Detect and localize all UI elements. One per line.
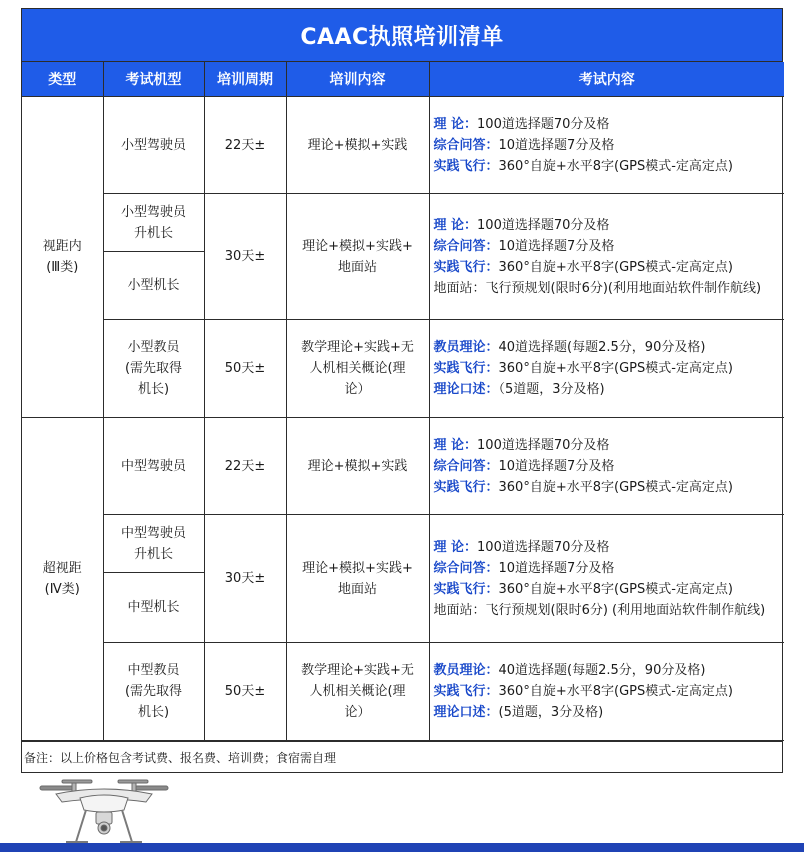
exam-cell [429,194,784,320]
training-list-sheet [21,8,783,773]
footer-bar [0,843,804,852]
exam-item-value: 40道选择题(每题2.5分，90分及格) [498,663,706,678]
exam-item-value: 360°自旋+水平8字(GPS模式-定高定点) [498,581,733,597]
period-cell: 30天± [204,515,286,643]
exam-item-key: 实践飞行： [433,158,499,174]
content-cell [286,194,429,320]
exam-cell [429,515,784,643]
exam-item-value: 100道选择题70分及格 [477,437,610,453]
exam-cell [429,418,784,515]
period-cell: 50天± [204,320,286,418]
exam-item-key: 实践飞行： [433,684,499,699]
exam-item [434,379,781,400]
table-row [22,97,784,194]
exam-item-value: 100道选择题70分及格 [477,539,610,555]
exam-item [434,135,781,156]
table-header-row [22,62,784,97]
model-cell [103,418,204,515]
exam-item-value: 10道选择题7分及格 [498,458,615,474]
exam-item-key: 实践飞行： [433,479,499,495]
exam-item-value: 360°自旋+水平8字(GPS模式-定高定点) [498,361,733,376]
exam-item-key: 实践飞行： [433,259,499,275]
exam-item-key: 理 论： [433,539,478,555]
period-cell: 22天± [204,97,286,194]
exam-cell [429,320,784,418]
exam-item-value: 地面站：飞行预规划(限时6分) (利用地面站软件制作航线) [433,602,766,618]
model-line: 中型教员 [127,663,180,678]
page-title: CAAC执照培训清单 [22,9,782,62]
model-line: 升机长 [133,546,173,562]
exam-item-value: 100道选择题70分及格 [477,116,610,132]
exam-item [434,456,781,477]
type-line: (Ⅳ类) [44,582,80,597]
training-table [22,62,784,741]
exam-item-value: 40道选择题(每题2.5分，90分及格) [498,340,706,355]
exam-item-value: 360°自旋+水平8字(GPS模式-定高定点) [498,158,733,174]
content-line: 论） [344,382,371,397]
header-period: 培训周期 [204,62,286,97]
model-line: 中型驾驶员 [120,458,186,474]
drone-icon [36,776,172,846]
model-line: 机长) [137,382,170,397]
content-line: 教学理论+实践+无 [301,663,414,678]
model-line: 小型驾驶员 [120,204,186,220]
exam-item [434,236,781,257]
exam-item-key: 教员理论： [433,340,499,355]
header-exam: 考试内容 [429,62,784,97]
content-cell [286,515,429,643]
period-cell: 30天± [204,194,286,320]
model-line: (需先取得 [124,361,183,376]
model-line: 升机长 [133,225,173,241]
exam-item [434,579,781,600]
exam-item-value: 地面站：飞行预规划(限时6分)(利用地面站软件制作航线) [433,280,762,296]
content-line: 理论+模拟+实践+ [302,560,413,576]
model-cell [103,515,204,573]
model-cell [103,573,204,643]
header-model: 考试机型 [103,62,204,97]
period-cell: 50天± [204,643,286,741]
exam-item [434,257,781,278]
exam-item [434,435,781,456]
type-line: 超视距 [42,561,82,576]
exam-item [434,156,781,177]
content-line: 地面站 [337,259,377,275]
exam-item [434,215,781,236]
content-line: 论） [344,705,371,720]
exam-item-key: 综合问答： [433,238,499,254]
header-content: 培训内容 [286,62,429,97]
exam-item-value: 10道选择题7分及格 [498,560,615,576]
content-cell [286,418,429,515]
period-cell: 22天± [204,418,286,515]
model-line: 中型驾驶员 [120,525,186,541]
content-line: 理论+模拟+实践 [307,458,408,474]
type-cell [22,97,103,418]
type-cell [22,418,103,741]
content-line: 理论+模拟+实践 [307,137,408,153]
exam-item-value: 10道选择题7分及格 [498,137,615,153]
table-row [22,643,784,741]
model-cell [103,320,204,418]
content-line: 人机相关概论(理 [309,361,406,376]
table-row [22,515,784,573]
exam-item [434,660,781,681]
exam-item-key: 理 论： [433,116,478,132]
exam-item-value: 360°自旋+水平8字(GPS模式-定高定点) [498,479,733,495]
exam-item-value: (5道题，3分及格) [498,705,604,720]
exam-item [434,600,781,621]
exam-item-key: 综合问答： [433,560,499,576]
content-cell [286,97,429,194]
model-line: 小型机长 [127,278,180,293]
exam-item [434,537,781,558]
model-line: 小型驾驶员 [120,137,186,153]
exam-item [434,558,781,579]
exam-item-key: 实践飞行： [433,581,499,597]
exam-item-value: （5道题，3分及格) [498,382,605,397]
exam-item [434,702,781,723]
exam-item-key: 综合问答： [433,458,499,474]
content-line: 人机相关概论(理 [309,684,406,699]
exam-item-value: 10道选择题7分及格 [498,238,615,254]
exam-item-key: 综合问答： [433,137,499,153]
table-row [22,194,784,252]
exam-item-value: 360°自旋+水平8字(GPS模式-定高定点) [498,684,733,699]
footnote: 备注：以上价格包含考试费、报名费、培训费；食宿需自理 [22,741,782,772]
model-line: 中型机长 [127,600,180,615]
exam-item [434,358,781,379]
exam-item-value: 100道选择题70分及格 [477,217,610,233]
exam-item-key: 理论口述： [433,382,499,397]
model-line: 小型教员 [127,340,180,355]
content-cell [286,643,429,741]
exam-item-key: 理论口述： [433,705,499,720]
exam-item [434,278,781,299]
table-row [22,320,784,418]
exam-item-value: 360°自旋+水平8字(GPS模式-定高定点) [498,259,733,275]
type-line: 视距内 [42,239,82,254]
type-line: (Ⅲ类) [46,260,79,275]
exam-item [434,681,781,702]
exam-cell [429,97,784,194]
exam-item [434,337,781,358]
table-body [22,97,784,741]
exam-item-key: 教员理论： [433,663,499,678]
model-cell [103,194,204,252]
model-line: (需先取得 [124,684,183,699]
exam-item-key: 理 论： [433,437,478,453]
content-line: 地面站 [337,581,377,597]
table-row [22,418,784,515]
exam-cell [429,643,784,741]
exam-item-key: 理 论： [433,217,478,233]
content-line: 教学理论+实践+无 [301,340,414,355]
header-type: 类型 [22,62,103,97]
exam-item [434,114,781,135]
exam-item [434,477,781,498]
content-cell [286,320,429,418]
model-cell [103,252,204,320]
content-line: 理论+模拟+实践+ [302,238,413,254]
model-cell [103,643,204,741]
exam-item-key: 实践飞行： [433,361,499,376]
model-line: 机长) [137,705,170,720]
model-cell [103,97,204,194]
